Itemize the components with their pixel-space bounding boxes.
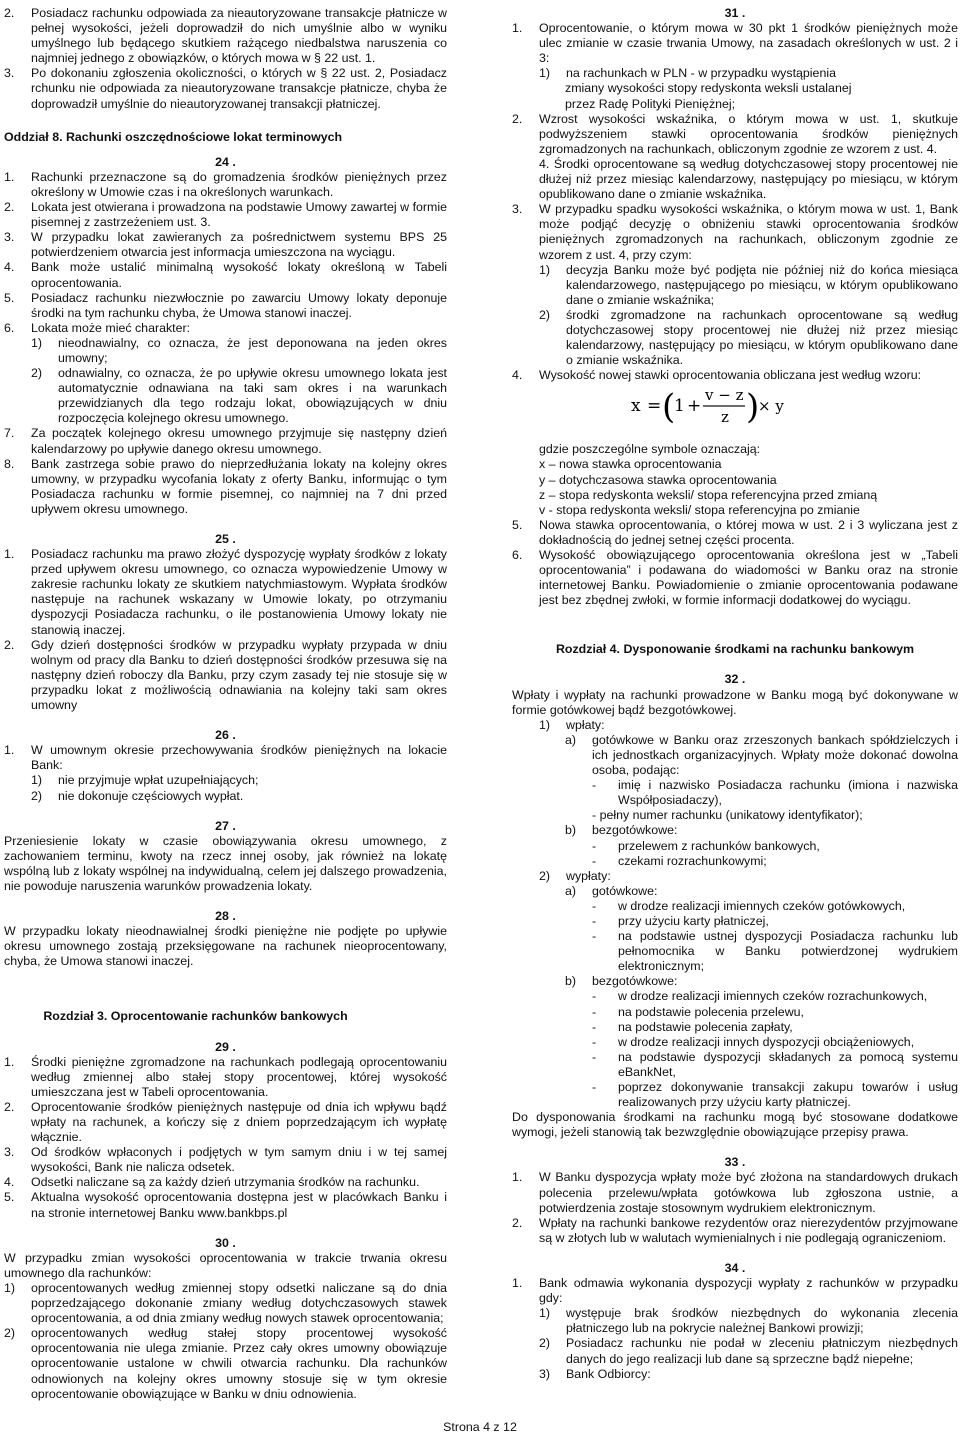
sub-clause: 2) nie dokonuje częściowych wypłat. (31, 788, 244, 803)
clause: 1. W Banku dyspozycja wpłaty może być złożona na standardowych drukach polecenia przelewu/wpłata gotówkowa lub zgłoszona ustnie, a potwierdzenia zostaje stosownym wydrukiem elektronicznym. (512, 1170, 958, 1215)
clause: 4. Wysokość nowej stawki oprocentowania obliczana jest według wzoru: (512, 368, 922, 383)
paragraph-number: 33 . (724, 1155, 746, 1170)
dash-item: - w drodze realizacji innych dyspozycji obciążeniowych, (592, 1034, 915, 1049)
paragraph-number: 34 . (724, 1260, 746, 1275)
formula-equals: = (647, 396, 662, 417)
clause: 1. W umownym okresie przechowywania środków pieniężnych na lokacie Bank: (4, 743, 447, 773)
paragraph-text: Do dysponowania środkami na rachunku mogą być stosowane dodatkowe wymogi, jeżeli stanowią tak bezwzględnie obowiązujące przepisy prawa. (512, 1110, 958, 1140)
paragraph-number: 28 . (215, 909, 236, 924)
clause: 2. Wzrost wysokości wskaźnika, o którym mowa w ust. 1, skutkuje podwyższeniem stawki oprocentowania środków pieniężnych zgromadzonych na rachunkach, obliczonym zgodnie ze wzorem z ust. 4. (512, 111, 958, 156)
dash-item: - w drodze realizacji imiennych czeków rozrachunkowych, (592, 989, 928, 1004)
paragraph-text: Przeniesienie lokaty w czasie obowiązywania okresu umownego, z zachowaniem terminu, kwoty na rzecz innej osoby, jak również na lokatę wspólną lub z lokaty wspólnej na indywidualną, celem jej dalszego prowadzenia, nie powoduje naruszenia warunków prowadzenia lokaty. (4, 833, 447, 893)
dash-item: - imię i nazwisko Posiadacza rachunku (imiona i nazwiska Współposiadaczy), (592, 778, 958, 808)
sub-item: a) gotówkowe w Banku oraz zrzeszonych bankach spółdzielczych i ich jednostkach organizacyjnych. Wpłaty może dokonać dowolna osoba, podając: (565, 732, 958, 778)
clause: 1. Oprocentowanie, o którym mowa w 30 pkt 1 środków pieniężnych może ulec zmianie w czasie trwania Umowy, na zasadach określonych w ust. 2 i 3: (512, 21, 958, 66)
right-column (512, 6, 958, 1382)
sub-clause: 1) na rachunkach w PLN - w przypadku wystąpienia (539, 66, 836, 81)
dash-item: - na podstawie polecenia zapłaty, (592, 1019, 793, 1034)
clause: 3. W przypadku spadku wysokości wskaźnika, o którym mowa w ust. 1, Bank może podjąć decyzję o obniżeniu stawki oprocentowania środków pieniężnych zgromadzonych na rachunkach, obliczonym zgodnie ze wzorem z ust. 4, przy czym: (512, 202, 958, 262)
sub-clause: 1) wpłaty: (539, 717, 605, 732)
dash-item: - na podstawie polecenia przelewu, (592, 1004, 804, 1019)
formula-denominator: z (721, 408, 729, 427)
clause: 7. Za początek kolejnego okresu umownego przyjmuje się następny dzień kalendarzowy po upływie danego okresu umownego. (4, 426, 447, 456)
symbol-y: y – dotychczasowa stawka oprocentowania (539, 472, 777, 487)
paragraph-number: 24 . (215, 154, 236, 169)
formula-x: x (631, 396, 641, 417)
sub-clause: 2) Posiadacz rachunku nie podał w zleceniu płatniczym niezbędnych danych do jego realizacji lub dane są sprzeczne bądź niepełne; (539, 1336, 958, 1366)
clause: 4. Bank może ustalić minimalną wysokość lokaty określoną w Tabeli oprocentowania. (4, 260, 447, 290)
chapter-heading: Rozdział 3. Oprocentowanie rachunków bankowych (43, 1009, 348, 1024)
clause: 3. W przypadku lokat zawieranych za pośrednictwem systemu BPS 25 potwierdzeniem otwarcia jest informacja umieszczona na wyciągu. (4, 230, 447, 260)
paragraph-number: 26 . (215, 728, 236, 743)
sub-clause-continued: zmiany wysokości stopy redyskonta weksli ustalanej (565, 81, 852, 96)
clause: 3. Po dokonaniu zgłoszenia okoliczności, o których w § 22 ust. 2, Posiadacz rchunku nie odpowiada za nieautoryzowane transakcje płatnicze, chyba że doprowadził umyślnie do nieautoryzowanej transakcji płatniczej. (4, 66, 447, 111)
symbol-x: x – nowa stawka oprocentowania (539, 457, 722, 472)
dash-item: - w drodze realizacji imiennych czeków gotówkowych, (592, 898, 906, 913)
dash-item: - przy użyciu karty płatniczej, (592, 913, 769, 928)
sub-clause: 1) nie przyjmuje wpłat uzupełniających; (31, 773, 259, 788)
clause: 1. Bank odmawia wykonania dyspozycji wypłaty z rachunków w przypadku gdy: (512, 1276, 958, 1306)
sub-item: b) bezgotówkowe: (565, 823, 678, 838)
symbol-z: z – stopa redyskonta weksli/ stopa referencyjna przed zmianą (539, 487, 878, 502)
clause: 1. Posiadacz rachunku ma prawo złożyć dyspozycję wypłaty środków z lokaty przed upływem okresu umownego, co oznacza wypowiedzenie Umowy w zakresie rachunku lokaty ze skutkiem natychmiastowym. Wypłata środków następuje na rachunek wskazany w Umowie lokaty, po otrzymaniu dyspozycji Posiadacza rachunku, o ile postanowienia Umowy lokaty nie stanowią inaczej. (4, 547, 447, 637)
interest-formula (452, 383, 958, 427)
clause: 4. Środki oprocentowane są według dotychczasowej stopy procentowej nie dłużej niż przez miesiąc kalendarzowy, następujący po miesiącu, w którym opublikowano dane o zmianie wskaźnika. (539, 156, 958, 202)
formula-left-paren: ( (662, 387, 676, 428)
clause: 8. Bank zastrzega sobie prawo do nieprzedłużania lokaty na kolejny okres umowny, w przypadku wycofania lokaty z oferty Banku, informując o tym Posiadacza rachunku w formie pisemnej, co najmniej na 7 dni przed upływem okresu umownego. (4, 456, 447, 516)
dash-item: - poprzez dokonywanie transakcji zakupu towarów i usług realizowanych przy użyciu karty płatniczej. (592, 1080, 958, 1110)
formula-graphic (625, 383, 785, 427)
dash-item: - na podstawie dyspozycji składanych za pomocą systemu eBankNet, (592, 1049, 958, 1079)
chapter-heading: Rozdział 4. Dysponowanie środkami na rachunku bankowym (555, 642, 915, 657)
clause: 1. Środki pieniężne zgromadzone na rachunkach podlegają oprocentowaniu według zmiennej albo stałej stopy procentowej, której wysokość umieszczana jest w Tabeli oprocentowania. (4, 1054, 447, 1099)
clause: 2. Oprocentowanie środków pieniężnych następuje od dnia ich wpływu bądź wpłaty na rachunek, a kończy się z dniem poprzedzającym ich wypłatę włącznie. (4, 1099, 447, 1145)
sub-item: b) bezgotówkowe: (565, 974, 678, 989)
sub-clause: 1) decyzja Banku może być podjęta nie później niż do końca miesiąca kalendarzowego, następującego po miesiącu, w którym opublikowano dane o zmianie wskaźnika; (539, 262, 958, 307)
sub-clause: 1) oprocentowanych według zmiennej stopy odsetki naliczane są do dnia poprzedzającego dokonanie zmiany według dotychczasowych stawek oprocentowania, a od dnia zmiany według nowych stawek oprocentowania; (4, 1280, 447, 1326)
paragraph-number: 29 . (215, 1039, 236, 1054)
page-number: Strona 4 z 12 (443, 1420, 517, 1434)
formula-numerator: v − z (705, 386, 744, 405)
formula-multiplier: × y (758, 397, 784, 416)
left-column (4, 6, 447, 1402)
clause: 3. Od środków wpłaconych i podjętych w tym samym dniu i w tej samej wysokości, Bank nie nalicza odsetek. (4, 1145, 447, 1175)
dash-item: - na podstawie ustnej dyspozycji Posiadacza rachunku lub pełnomocnika w Banku potwierdzonej wydrukiem elektronicznym; (592, 929, 958, 974)
clause: 5. Nowa stawka oprocentowania, o której mowa w ust. 2 i 3 wyliczana jest z dokładnością do jednej setnej części procenta. (512, 517, 958, 547)
paragraph-text: W przypadku lokaty nieodnawialnej środki pieniężne nie podjęte po upływie okresu umownego zostają przeksięgowane na rachunek nieoprocentowany, chyba, że Umowa stanowi inaczej. (4, 924, 447, 969)
sub-clause: 2) odnawialny, co oznacza, że po upływie okresu umownego lokata jest automatycznie odnawiana na taki sam okres i na warunkach przewidzianych dla tego rodzaju lokat, obowiązujących w dniu rozpoczęcia kolejnego okresu umownego. (31, 366, 447, 426)
clause: 6. Lokata może mieć charakter: (4, 320, 191, 335)
dash-item: - pełny numer rachunku (unikatowy identyfikator); (592, 808, 863, 823)
paragraph-text: W przypadku zmian wysokości oprocentowania w trakcie trwania okresu umownego dla rachunków: (4, 1250, 447, 1280)
sub-clause: 3) Bank Odbiorcy: (539, 1366, 651, 1381)
paragraph-number: 31 . (724, 6, 746, 20)
sub-clause-continued: przez Radę Polityki Pieniężnej; (565, 96, 736, 111)
paragraph-number: 27 . (215, 818, 236, 833)
clause: 5. Posiadacz rachunku niezwłocznie po zawarciu Umowy lokaty deponuje środki na tym rachunku chyba, że Umowa stanowi inaczej. (4, 290, 447, 320)
symbol-v: v - stopa redyskonta weksli/ stopa referencyjna po zmianie (539, 502, 860, 517)
dash-item: - przelewem z rachunków bankowych, (592, 838, 820, 853)
clause: 2. Wpłaty na rachunki bankowe rezydentów oraz nierezydentów przyjmowane są w złotych lub w walutach wymienialnych i nie podlegają ograniczeniom. (512, 1215, 958, 1245)
formula-plus: + (687, 396, 702, 417)
clause: 5. Aktualna wysokość oprocentowania dostępna jest w placówkach Banku i na stronie internetowej Banku www.bankbps.pl (4, 1190, 447, 1220)
sub-clause: 2) oprocentowanych według stałej stopy procentowej wysokość oprocentowania nie ulega zmianie. Przez cały okres umowny obowiązuje oprocentowanie ustalone w chwili otwarcia rachunku. Dla rachunków odnowionych na kolejny okres umowny stosuje się w tym okresie oprocentowanie obowiązujące w Banku w dniu odnowienia. (4, 1326, 447, 1401)
sub-clause: 2) wypłaty: (539, 868, 611, 883)
paragraph-text: Wpłaty i wypłaty na rachunki prowadzone w Banku mogą być dokonywane w formie gotówkowej bądź bezgotówkowej. (512, 687, 958, 717)
sub-clause: 2) środki zgromadzone na rachunkach oprocentowane są według dotychczasowej stopy procentowej nie dłużej niż przez miesiąc kalendarzowy, następujący po miesiącu, w którym opublikowano dane o zmianie wskaźnika. (539, 307, 958, 368)
formula-right-paren: ) (746, 387, 760, 428)
clause: 1. Rachunki przeznaczone są do gromadzenia środków pieniężnych przez określony w Umowie czas i na określonych warunkach. (4, 169, 447, 199)
symbols-intro: gdzie poszczególne symbole oznaczają: (539, 442, 761, 457)
paragraph-number: 32 . (724, 672, 746, 687)
sub-clause: 1) nieodnawialny, co oznacza, że jest deponowana na jeden okres umowny; (31, 335, 447, 365)
sub-item: a) gotówkowe: (565, 883, 658, 898)
clause: 2. Gdy dzień dostępności środków w przypadku wypłaty przypada w dniu wolnym od pracy dla Banku to dzień dostępności środków przesuwa się na następny dzień roboczy dla Banku, przy czym zasady tej nie stosuje się w przypadku lokat z możliwością odnawiania na kolejny taki sam okres umowny (4, 637, 447, 713)
clause: 2. Posiadacz rachunku odpowiada za nieautoryzowane transakcje płatnicze w pełnej wysokości, jeżeli doprowadził do nich umyślnie albo w wyniku umyślnego lub będącego skutkiem rażącego niedbalstwa naruszenia co najmniej jednego z obowiązków, o których mowa w § 22 ust. 1. (4, 6, 447, 66)
sub-clause: 1) występuje brak środków niezbędnych do wykonania zlecenia płatniczego lub na pokrycie należnej Bankowi prowizji; (539, 1306, 958, 1336)
dash-item: - czekami rozrachunkowymi; (592, 853, 767, 868)
paragraph-number: 30 . (215, 1235, 236, 1250)
clause: 6. Wysokość obowiązującego oprocentowania określona jest w „Tabeli oprocentowania” i podawana do wiadomości w Banku oraz na stronie internetowej Banku. Powiadomienie o zmianie oprocentowania podawane jest bez zbędnej zwłoki, w formie informacji dodatkowej do wyciągu. (512, 548, 958, 608)
clause: 2. Lokata jest otwierana i prowadzona na podstawie Umowy zawartej w formie pisemnej z zastrzeżeniem ust. 3. (4, 200, 447, 230)
paragraph-number: 25 . (215, 532, 236, 546)
clause: 4. Odsetki naliczane są za każdy dzień utrzymania środków na rachunku. (4, 1175, 420, 1190)
formula-one: 1 (674, 396, 685, 417)
section-heading: Oddział 8. Rachunki oszczędnościowe lokat terminowych (4, 129, 343, 144)
